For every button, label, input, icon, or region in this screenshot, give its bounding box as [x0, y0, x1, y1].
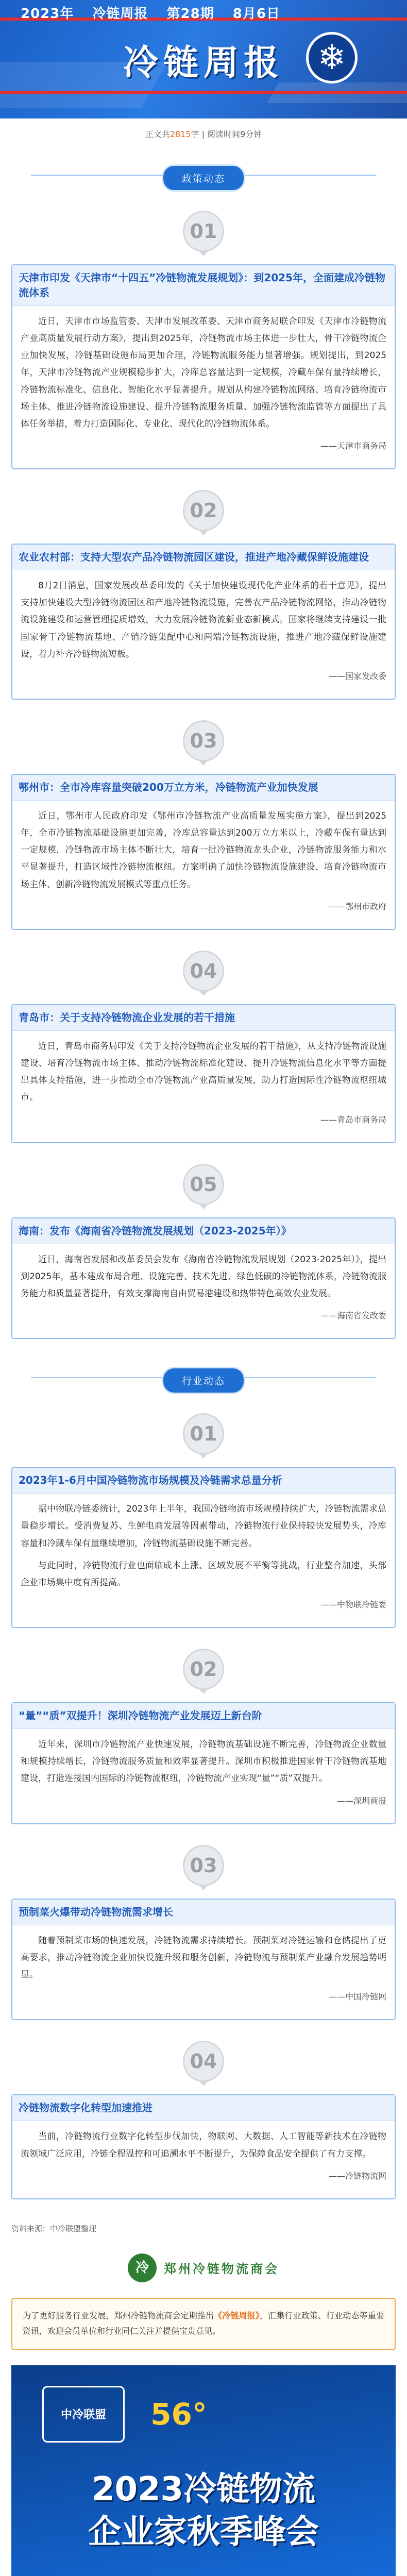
- news-title[interactable]: 冷链物流数字化转型加速推进: [12, 2095, 395, 2121]
- item-number: 02: [183, 490, 224, 531]
- hero-banner: [0, 0, 407, 118]
- news-source: ——冷链物流网: [328, 2171, 386, 2181]
- issue-year: 2023年: [21, 6, 74, 22]
- news-paragraph: 近年来，深圳市冷链物流产业快速发展，冷链物流基础设施不断完善，冷链物流企业数量和规模持续增长，冷链物流服务质量和效率显著提升。深圳市积极推进国家骨干冷链物流基地建设，打造连接国内国际的冷链物流枢纽，冷链物流产业实现“量”“质”双提升。: [21, 1739, 386, 1784]
- item-number-badge: [0, 720, 407, 766]
- news-paragraph: 近日，天津市市场监管委、天津市发展改革委、天津市商务局联合印发《天津市冷链物流产业高质量发展行动方案》，提出到2025年，冷链物流市场主体进一步壮大，骨干冷链物流企业加快发展，冷链基础设施布局更加合理，冷链物流服务能力显著增强。规划提出，到2025年，天津市冷链物流产业规模稳步扩大，冷库总容量达到一定规模，冷藏车保有量持续增长，冷链物流标准化、信息化、智能化水平显著提升。规划从构建冷链物流网络、培育冷链物流市场主体、推进冷链物流设施建设、提升冷链物流服务质量、加强冷链物流监管等方面提出了具体任务举措，着力打造国际化、专业化、现代化的冷链物流体系。: [21, 316, 386, 429]
- alliance-logo: 中冷联盟: [42, 2386, 125, 2443]
- news-title[interactable]: 农业农村部：支持大型农产品冷链物流园区建设，推进产地冷藏保鲜设施建设: [12, 545, 395, 570]
- item-number-badge: [0, 1845, 407, 1890]
- event-number-logo: 56°: [150, 2396, 207, 2432]
- org-name: 郑州冷链物流商会: [164, 2262, 279, 2277]
- item-number-badge: [0, 1649, 407, 1694]
- item-number-badge: [0, 2041, 407, 2086]
- poster-title-line: 企业家秋季峰会: [88, 2513, 319, 2551]
- org-logo: 冷: [128, 2253, 157, 2282]
- item-number-badge: [0, 1413, 407, 1459]
- news-card: [11, 264, 396, 469]
- item-number: 01: [183, 211, 224, 252]
- news-paragraph: 与此同时，冷链物流行业也面临成本上涨、区域发展不平衡等挑战，行业整合加速，头部企业市场集中度有所提高。: [21, 1560, 386, 1588]
- org-bar: [0, 2243, 407, 2293]
- issue-name: 冷链周报: [92, 6, 148, 22]
- news-body: [12, 1729, 395, 1823]
- news-card: [11, 774, 396, 930]
- news-source: ——鄂州市政府: [328, 901, 386, 911]
- news-card: [11, 1467, 396, 1628]
- poster-logos: [42, 2386, 217, 2443]
- news-title[interactable]: “量”“质”双提升！深圳冷链物流产业发展迈上新台阶: [12, 1703, 395, 1729]
- reading-info: [0, 118, 407, 157]
- issue-date: 8月6日: [232, 6, 280, 22]
- page-title: 冷链周报: [123, 43, 284, 83]
- item-number: 04: [183, 2041, 224, 2082]
- news-card: [11, 544, 396, 700]
- news-source: ——中国冷链网: [328, 1992, 386, 2002]
- intro-text: ，汇集行业政策、行业动态等重要资讯，欢迎会员单位和行业同仁关注并提供宝贵意见。: [23, 2310, 384, 2336]
- news-body: [12, 1494, 395, 1627]
- item-number: 03: [183, 720, 224, 761]
- news-source: ——天津市商务局: [320, 440, 386, 451]
- poster-title-line: 2023冷链物流: [91, 2470, 316, 2509]
- news-card: [11, 2094, 396, 2199]
- news-title[interactable]: 鄂州市：全市冷库容量突破200万立方米，冷链物流产业加快发展: [12, 775, 395, 801]
- news-body: [12, 1925, 395, 2020]
- news-paragraph: 随着预制菜市场的快速发展，冷链物流需求持续增长。预制菜对冷链运输和仓储提出了更高要求，推动冷链物流企业加快设施升级和服务创新，冷链物流与预制菜产业融合发展趋势明显。: [21, 1935, 386, 1980]
- news-source: ——深圳商报: [336, 1795, 386, 1806]
- news-card: [11, 1899, 396, 2021]
- news-paragraph: 近日，青岛市商务局印发《关于支持冷链物流企业发展的若干措施》，从支持冷链物流设施建设、培育冷链物流市场主体、推动冷链物流标准化建设、提升冷链物流信息化水平等方面提出具体支持措施，进一步推动全市冷链物流产业高质量发展，助力打造国际性冷链物流枢纽城市。: [21, 1041, 386, 1103]
- intro-text: 为了更好服务行业发展，郑州冷链物流商会定期推出: [23, 2310, 214, 2320]
- news-body: [12, 1244, 395, 1338]
- news-body: [12, 801, 395, 929]
- news-title[interactable]: 天津市印发《天津市“十四五”冷链物流发展规划》：到2025年，全面建成冷链物流体系: [12, 265, 395, 306]
- poster-subtitle: [11, 2571, 396, 2576]
- news-paragraph: 近日，海南省发展和改革委员会发布《海南省冷链物流发展规划（2023-2025年）》，提出到2025年，基本建成布局合理、设施完善、技术先进、绿色低碳的冷链物流体系，冷链物流服务能力和质量显著提升，有效支撑海南自由贸易港建设和热带特色高效农业发展。: [21, 1254, 386, 1299]
- section-label: 政策动态: [162, 164, 245, 192]
- item-number: 04: [183, 951, 224, 992]
- item-number-badge: [0, 1164, 407, 1209]
- news-title[interactable]: 青岛市：关于支持冷链物流企业发展的若干措施: [12, 1005, 395, 1031]
- news-paragraph: 当前，冷链物流行业数字化转型步伐加快，物联网、大数据、人工智能等新技术在冷链物流领域广泛应用，冷链全程温控和可追溯水平不断提升，为保障食品安全提供了有力支撑。: [21, 2131, 386, 2159]
- news-paragraph: 8月2日消息，国家发展改革委印发的《关于加快建设现代化产业体系的若干意见》，提出支持加快建设大型冷链物流园区和产地冷链物流设施，完善农产品冷链物流网络，推动冷链物流设施建设和运营管理提质增效，大力发展冷链物流新业态新模式。国家将继续支持建设一批国家骨干冷链物流基地、产销冷链集配中心和两端冷链物流设施，推进产地冷藏保鲜设施建设，着力补齐冷链物流短板。: [21, 581, 386, 659]
- reading-prefix: 正文共: [145, 129, 170, 139]
- item-number-badge: [0, 490, 407, 535]
- news-body: [12, 306, 395, 468]
- item-number: 02: [183, 1649, 224, 1690]
- news-title[interactable]: 2023年1-6月中国冷链物流市场规模及冷链需求总量分析: [12, 1468, 395, 1494]
- news-card: [11, 1004, 396, 1143]
- section-label: 行业动态: [162, 1367, 245, 1394]
- news-body: [12, 1031, 395, 1142]
- news-title[interactable]: 海南：发布《海南省冷链物流发展规划（2023-2025年）》: [12, 1218, 395, 1244]
- snowflake-icon: ❄: [306, 32, 358, 83]
- section-heading-industry: [0, 1360, 407, 1396]
- news-paragraph: 近日，鄂州市人民政府印发《鄂州市冷链物流产业高质量发展实施方案》，提出到2025年，全市冷链物流基础设施更加完善，冷库总容量达到200万立方米以上，冷藏车保有量达到一定规模，冷链物流市场主体不断壮大，培育一批冷链物流龙头企业，冷链物流服务能力和水平显著提升，打造区域性冷链物流枢纽。方案明确了加快冷链物流设施建设、培育冷链物流市场主体、创新冷链物流发展模式等重点任务。: [21, 811, 386, 890]
- news-body: [12, 570, 395, 699]
- reading-suffix: 字 | 阅读时间9分钟: [191, 129, 262, 139]
- item-number: 03: [183, 1845, 224, 1886]
- issue-number: 第28期: [166, 6, 214, 22]
- poster-title: [11, 2468, 396, 2554]
- policy-list: [0, 211, 407, 1339]
- intro-highlight: 《冷链周报》: [214, 2310, 260, 2320]
- industry-list: [0, 1413, 407, 2199]
- source-note: 资料来源：中冷联盟整理: [11, 2224, 97, 2233]
- news-source: ——青岛市商务局: [320, 1114, 386, 1125]
- news-source: ——海南省发改委: [320, 1311, 386, 1321]
- bottom-stripe: [0, 91, 407, 94]
- word-count: 2815: [169, 129, 191, 139]
- section-heading-policy: [0, 157, 407, 193]
- item-number-badge: [0, 211, 407, 256]
- item-number: 05: [183, 1164, 224, 1205]
- item-number-badge: [0, 951, 407, 996]
- news-title[interactable]: 预制菜火爆带动冷链物流需求增长: [12, 1900, 395, 1925]
- issue-meta: [21, 3, 294, 22]
- news-paragraph: 据中物联冷链委统计，2023年上半年，我国冷链物流市场规模持续扩大，冷链物流需求总量稳步增长。受消费复苏、生鲜电商发展等因素带动，冷链物流行业保持较快发展势头，冷库容量和冷藏车保有量继续增加，冷链物流基础设施不断完善。: [21, 1504, 386, 1549]
- intro-box: [11, 2298, 396, 2350]
- event-poster: [11, 2365, 396, 2576]
- item-number: 01: [183, 1413, 224, 1454]
- news-card: [11, 1702, 396, 1824]
- news-source: ——国家发改委: [328, 671, 386, 681]
- news-body: [12, 2121, 395, 2198]
- news-source: ——中物联冷链委: [320, 1600, 386, 1610]
- news-card: [11, 1217, 396, 1340]
